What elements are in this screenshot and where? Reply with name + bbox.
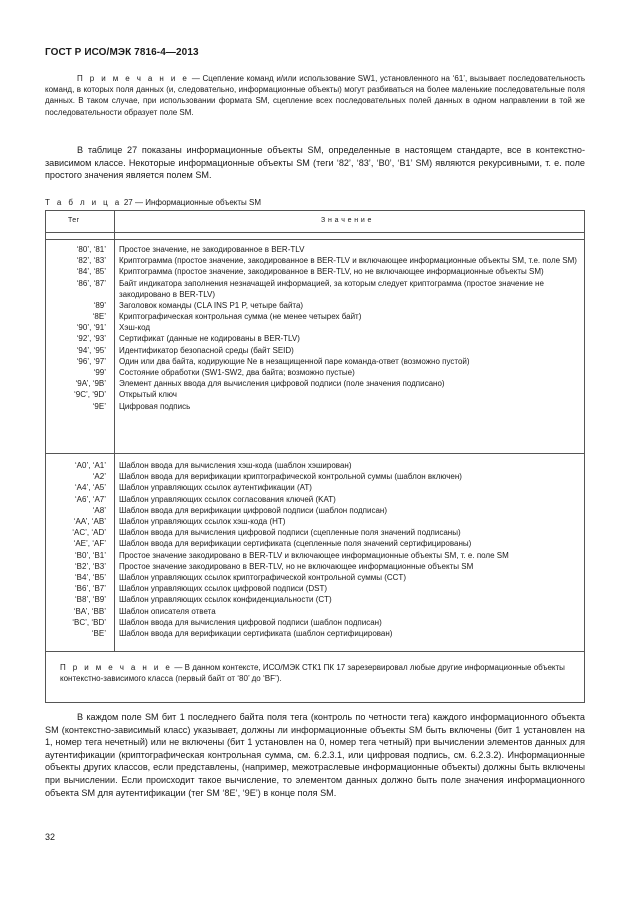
tag-cell: ‘8E’: [92, 312, 106, 321]
value-cell: Шаблон ввода для верификации цифровой подписи (шаблон подписан): [119, 505, 388, 515]
tag-cell: ‘89’: [93, 300, 106, 310]
value-cell: Шаблон ввода для вычисления цифровой подписи (шаблон подписан): [119, 617, 382, 627]
tag-cell: ‘96’, ‘97’: [76, 356, 106, 366]
value-cell: Простое значение закодировано в BER-TLV и включающее информационные объекты SM, т. е. поле SM: [119, 550, 509, 560]
tag-cell: ‘9C’, ‘9D’: [73, 390, 106, 400]
tag-cell: ‘80’, ‘81’: [76, 245, 106, 254]
value-cell: Состояние обработки (SW1-SW2, два байта; возможно пустые): [119, 368, 355, 377]
tag-cell: ‘86’, ‘87’: [76, 278, 106, 288]
tag-cell: ‘BC’, ‘BD’: [72, 617, 106, 627]
tag-cell: ‘AA’, ‘AB’: [73, 517, 106, 526]
value-cell: Шаблон управляющих ссылок криптографической контрольной суммы (CCT): [119, 573, 406, 582]
value-cell: Шаблон ввода для вычисления цифровой подписи (сцепленные поля значений подписаны): [119, 528, 461, 538]
document-header: ГОСТ Р ИСО/МЭК 7816-4—2013: [45, 47, 199, 58]
tag-cell: ‘9E’: [92, 401, 106, 411]
value-cell: Байт индикатора заполнения незначащей информацией, за которым следует криптограмма (простое значение не закодировано в BER-TLV): [119, 278, 544, 299]
value-cell: Криптограмма (простое значение, закодированное в BER-TLV, но не включающее информационные объекты SM): [119, 267, 544, 277]
note-1: [45, 73, 585, 118]
note-1-text: — Сцепление команд и/или использование SW1, установленного на ‘61’, вызывает последовательность команд, в которых поля данных (и, следовательно, информационные объекты) могут разбиваться на более маленькие последовательные поля данных. В таком случае, при использовании формата SM, сцепление всех последовательных полей данных в одном направлении в той же последовательности образует поле SM.: [45, 74, 585, 117]
table-note-label: П р и м е ч а н и е: [60, 663, 173, 672]
tag-cell: ‘AE’, ‘AF’: [73, 539, 106, 549]
value-cell: Шаблон ввода для верификации криптографической контрольной суммы (шаблон включен): [119, 472, 462, 482]
value-cell: Шаблон ввода для верификации сертификата (сцепленные поля значений сертифицированы): [119, 539, 472, 549]
tag-cell: ‘9A’, ‘9B’: [75, 379, 106, 389]
header-divider: [46, 232, 584, 233]
note-divider: [46, 651, 584, 652]
table-caption-label: Т а б л и ц а: [45, 198, 122, 207]
value-cell: Один или два байта, кодирующие Ne в незащищенной паре команда-ответ (возможно пустой): [119, 356, 470, 366]
value-cell: Сертификат (данные не кодированы в BER-TLV): [119, 334, 300, 344]
tag-cell: ‘B8’, ‘B9’: [74, 595, 106, 605]
value-cell: Шаблон ввода для вычисления хэш-кода (шаблон хэширован): [119, 461, 352, 470]
table-note-text: — В данном контексте, ИСО/МЭК СТК1 ПК 17 зарезервировал любые другие информационные объекты контекстно-зависимого класса (первый байт от ‘80’ до ‘BF’).: [60, 663, 565, 683]
value-cell: Заголовок команды (CLA INS P1 P, четыре байта): [119, 300, 304, 310]
tag-cell: ‘84’, ‘85’: [76, 267, 106, 277]
tag-cell: ‘B0’, ‘B1’: [74, 550, 106, 560]
tag-cell: ‘B2’, ‘B3’: [74, 561, 106, 571]
table-caption-text: 27 — Информационные объекты SM: [121, 198, 261, 207]
value-cell: Цифровая подпись: [119, 401, 191, 411]
value-cell: Шаблон ввода для верификации сертификата (шаблон сертифицирован): [119, 629, 393, 638]
value-cell: Простое значение закодировано в BER-TLV, но не включающее информационные объекты SM: [119, 561, 474, 571]
group-divider: [46, 453, 584, 454]
value-cell: Идентификатор безопасной среды (байт SEID): [119, 345, 294, 355]
header-double-rule: [46, 239, 584, 240]
tag-cell: ‘A0’, ‘A1’: [74, 461, 106, 470]
tag-cell: ‘A8’: [92, 505, 106, 515]
value-cell: Шаблон описателя ответа: [119, 606, 216, 616]
value-cell: Криптографическая контрольная сумма (не менее четырех байт): [119, 312, 362, 321]
tag-cell: ‘99’: [93, 368, 106, 377]
tag-cell: ‘A4’, ‘A5’: [74, 483, 106, 493]
note-1-label: П р и м е ч а н и е: [77, 74, 190, 83]
table-note: [60, 662, 577, 684]
tag-cell: ‘B4’, ‘B5’: [74, 573, 106, 582]
tag-cell: ‘AC’, ‘AD’: [72, 528, 106, 538]
sm-objects-table: [45, 210, 585, 703]
value-cell: Простое значение, не закодированное в BER-TLV: [119, 245, 305, 254]
value-cell: Элемент данных ввода для вычисления цифровой подписи (поле значения подписано): [119, 379, 445, 389]
column-header-value: З н а ч е н и е: [321, 217, 372, 224]
value-cell: Шаблон управляющих ссылок аутентификации (AT): [119, 483, 312, 493]
table-caption: [45, 198, 261, 207]
tag-cell: ‘94’, ‘95’: [76, 345, 106, 355]
value-cell: Открытый ключ: [119, 390, 177, 400]
paragraph-1: В таблице 27 показаны информационные объекты SM, определенные в настоящем стандарте, все в контекстно-зависимом классе. Некоторые информационные объекты SM (теги ‘82’, ‘83’, ‘B0’, ‘B1’ SM) являются рекурсивными, т. е. поле простого значения является полем SM.: [45, 145, 585, 181]
tag-cell: ‘90’, ‘91’: [76, 323, 106, 333]
paragraph-2: В каждом поле SM бит 1 последнего байта поля тега (контроль по четности тега) каждого информационного объекта SM (контекстно-зависимый класс) указывает, должны ли информационные объекты SM быть включены (бит 1 установлен на 1, номер тега нечетный) или не включены (бит 1 установлен на 0, номер тега четный) при вычислении элементов данных для аутентификации (криптографическая контрольная сумма, см. 6.2.3.1, или цифровая подпись, см. 6.2.3.2). Информационные объекты других классов, если представлены, (например, межотраслевые информационные объекты) должны быть включены при вычислении. Если происходит такое вычисление, то элементом данных должно быть поле значения информационного объекта SM для аутентификации (тег SM ‘8E’, ‘9E’) в конце поля SM.: [45, 712, 585, 798]
tag-cell: ‘BE’: [91, 629, 106, 638]
value-cell: Хэш-код: [119, 323, 151, 333]
tag-cell: ‘A6’, ‘A7’: [74, 494, 106, 504]
value-cell: Криптограмма (простое значение, закодированное в BER-TLV и включающее информационные объекты SM, т.е. поле SM): [119, 256, 577, 266]
tag-cell: ‘A2’: [92, 472, 106, 482]
column-header-tag: Тег: [68, 217, 80, 224]
value-cell: Шаблон управляющих ссылок согласования ключей (KAT): [119, 494, 336, 504]
tag-cell: ‘B6’, ‘B7’: [74, 584, 106, 594]
column-divider: [114, 211, 115, 651]
tag-cell: ‘82’, ‘83’: [76, 256, 106, 266]
value-cell: Шаблон управляющих ссылок цифровой подписи (DST): [119, 584, 328, 594]
page-number: 32: [45, 832, 56, 842]
value-cell: Шаблон управляющих ссылок хэш-кода (HT): [119, 517, 286, 526]
tag-cell: ‘BA’, ‘BB’: [73, 606, 106, 616]
tag-cell: ‘92’, ‘93’: [76, 334, 106, 344]
value-cell: Шаблон управляющих ссылок конфиденциальности (CT): [119, 595, 332, 605]
